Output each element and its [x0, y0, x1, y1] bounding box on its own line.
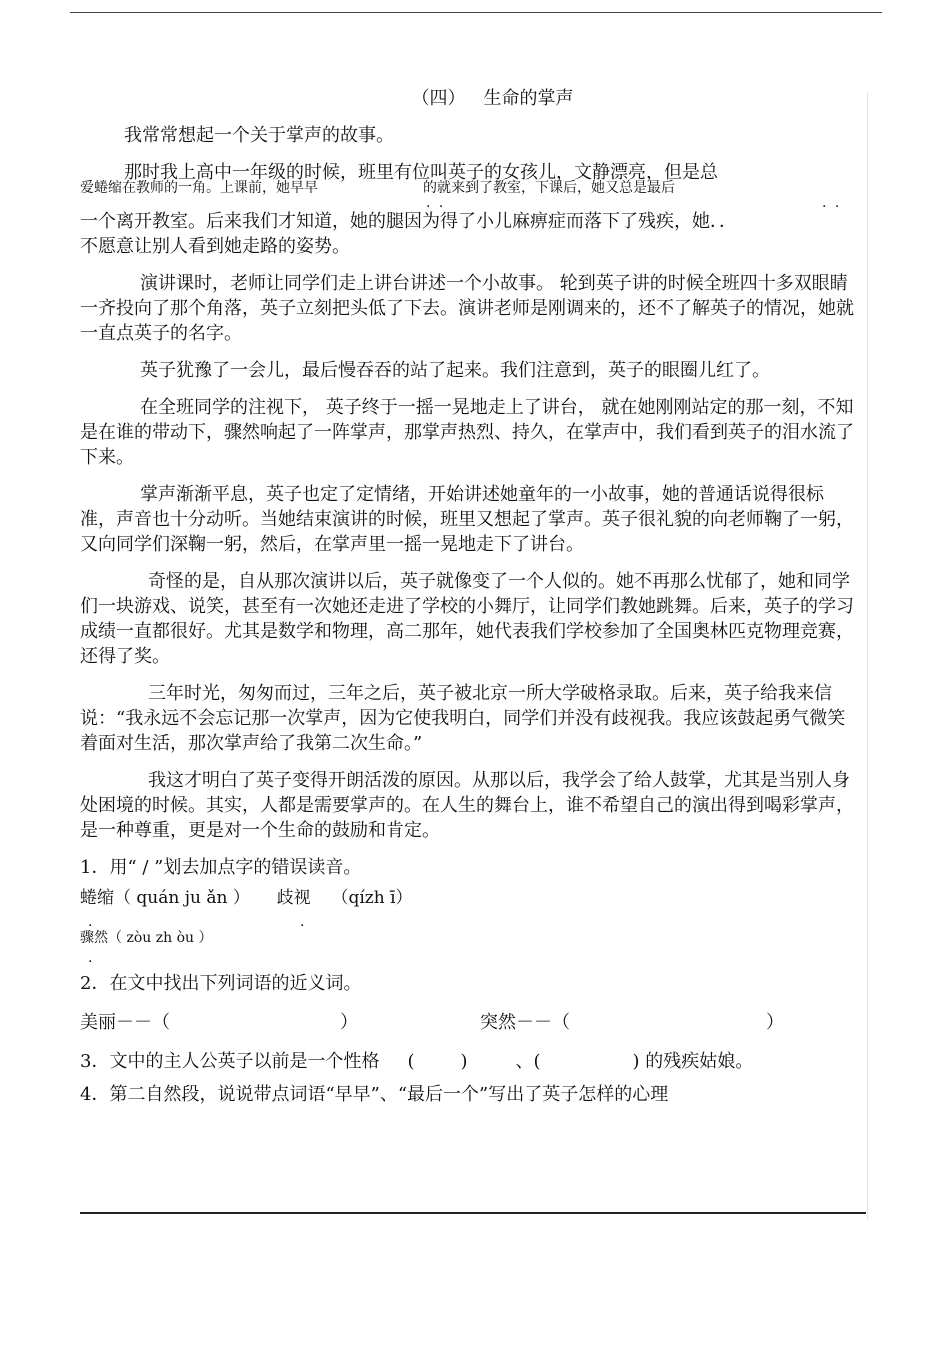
paragraph-5: 在全班同学的注视下， 英子终于一摇一晃地走上了讲台， 就在她刚刚站定的那一刻，不知是在谁的带动下，骤然响起了一阵掌声，那掌声热烈、持久，在掌声中，我们看到英子的泪水流了下来。 — [80, 397, 854, 468]
title-number: （四） — [411, 88, 466, 109]
q3-blank-1-open: ( — [407, 1051, 415, 1072]
paragraph-2-line-3: 一个离开教室。后来我们才知道，她的腿因为得了小儿麻痹症而落下了残疾，她．． — [80, 211, 737, 232]
question-1: 1．用“ / ”划去加点字的错误读音。 — [80, 857, 362, 878]
paragraph-8: 三年时光，匆匆而过，三年之后，英子被北京一所大学破格录取。后来，英子给我来信说：“我永远不会忘记那一次掌声，因为它使我明白，同学们并没有歧视我。我应该鼓起勇气微笑着面对生活，那次掌声给了我第二次生命。” — [80, 683, 846, 754]
q3-text: 3．文中的主人公英子以前是一个性格 — [80, 1051, 380, 1072]
paragraph-2-line-2 — [80, 179, 855, 197]
question-1-items-b — [80, 929, 855, 947]
q3-blank-2-open: 、( — [515, 1051, 541, 1072]
question-2-items — [80, 1010, 855, 1035]
page-title — [80, 86, 855, 111]
right-margin-rule — [867, 92, 868, 1220]
q3-blank-2-close: ) 的残疾姑娘。 — [632, 1051, 754, 1072]
q1-pinyin-3: （ zòu zh òu ） — [108, 930, 213, 946]
emphasis-dots: . . . . — [426, 195, 842, 211]
paragraph-1: 我常常想起一个关于掌声的故事。 — [124, 125, 394, 146]
q2-word-a: 美丽－－（ — [80, 1012, 170, 1033]
question-1-items-a — [80, 886, 855, 911]
q2-word-b-close: ） — [766, 1012, 784, 1033]
q1-pinyin-1: （ quán ju ǎn ） — [114, 888, 250, 908]
bottom-rule — [80, 1212, 866, 1214]
q1-dots-b: . — [88, 950, 93, 966]
paragraph-2-line-4: 不愿意让别人看到她走路的姿势。 — [80, 236, 350, 257]
top-rule — [70, 12, 882, 13]
question-2: 2．在文中找出下列词语的近义词。 — [80, 973, 362, 994]
q2-word-a-close: ） — [340, 1012, 358, 1033]
paragraph-3: 演讲课时，老师让同学们走上讲台讲述一个小故事。 轮到英子讲的时候全班四十多双眼睛一齐投向了那个角落，英子立刻把头低了下去。演讲老师是刚调来的，还不了解英子的情况，她就一直点英子的名字。 — [80, 273, 854, 344]
q1-word-3: 骤然 — [80, 930, 108, 946]
q1-dots-a: . . — [88, 914, 305, 930]
paragraph-6: 掌声渐渐平息，英子也定了定情绪，开始讲述她童年的一小故事，她的普通话说得很标准，声音也十分动听。当她结束演讲的时候，班里又想起了掌声。英子很礼貌的向老师鞠了一躬，又向同学们深鞠一躬，然后，在掌声里一摇一晃地走下了讲台。 — [80, 484, 854, 555]
paragraph-9: 我这才明白了英子变得开朗活泼的原因。从那以后，我学会了给人鼓掌，尤其是当别人身处困境的时候。其实，人都是需要掌声的。在人生的舞台上，谁不希望自己的演出得到喝彩掌声，是一种尊重，更是对一个生命的鼓励和肯定。 — [80, 770, 854, 841]
paragraph-7: 奇怪的是，自从那次演讲以后，英子就像变了一个人似的。她不再那么忧郁了，她和同学们一块游戏、说笑，甚至有一次她还走进了学校的小舞厅，让同学们教她跳舞。后来，英子的学习成绩一直都很好。尤其是数学和物理，高二那年，她代表我们学校参加了全国奥林匹克物理竞赛，还得了奖。 — [80, 571, 854, 667]
q1-word-2: 歧视 — [276, 888, 311, 908]
q1-pinyin-2: （qízh ī） — [331, 888, 413, 908]
paragraph-2 — [80, 160, 855, 259]
q1-word-1: 蜷缩 — [80, 888, 114, 908]
title-text: 生命的掌声 — [483, 88, 574, 109]
q2-word-b: 突然－－（ — [480, 1012, 570, 1033]
paragraph-2-line-2a: 爱蜷缩在教师的一角。上课前，她早早 — [80, 180, 318, 196]
question-4: 4．第二自然段，说说带点词语“早早”、“最后一个”写出了英子怎样的心理 — [80, 1084, 669, 1105]
paragraph-4: 英子犹豫了一会儿，最后慢吞吞的站了起来。我们注意到，英子的眼圈儿红了。 — [140, 360, 770, 381]
paragraph-2-line-2b: 的就来到了教室，下课后，她又总是最后 — [423, 180, 675, 196]
q3-blank-1-close: ) — [460, 1051, 468, 1072]
paragraph-2-line-1: 那时我上高中一年级的时候，班里有位叫英子的女孩儿，文静漂亮，但是总 — [124, 162, 718, 183]
document-body — [80, 86, 855, 1113]
question-3 — [80, 1049, 855, 1074]
